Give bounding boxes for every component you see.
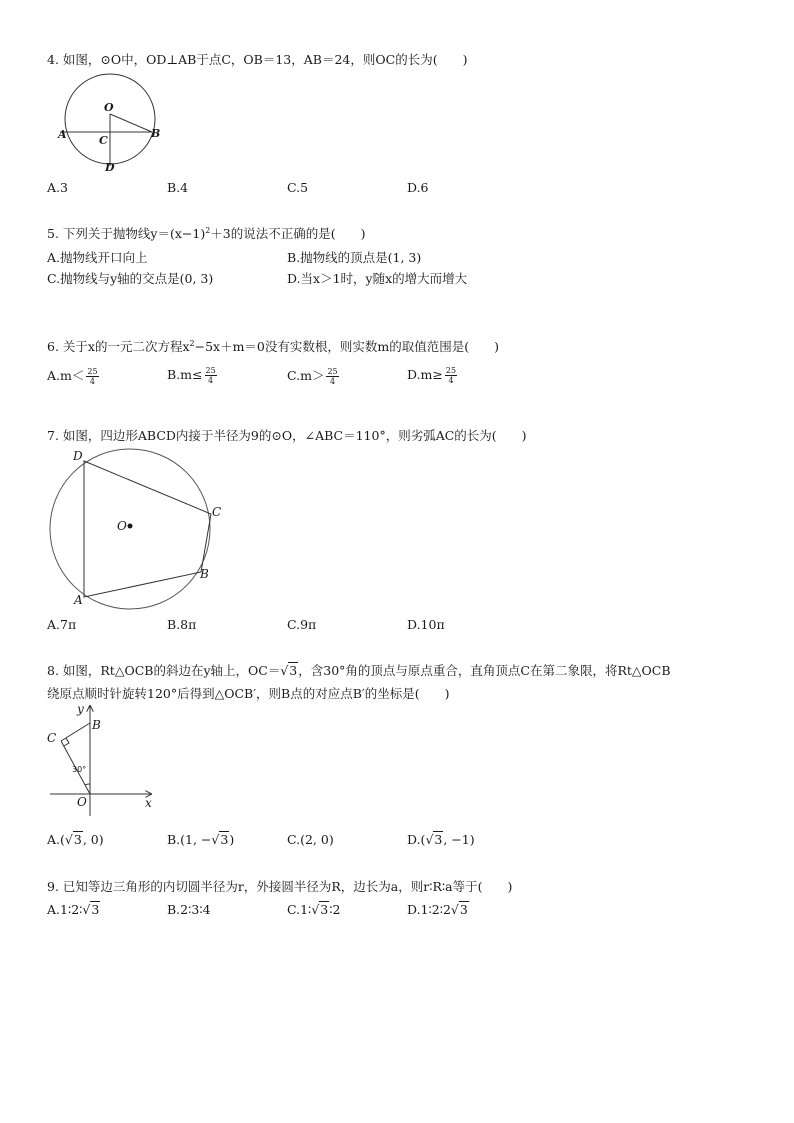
q4-label-d: D [105, 161, 115, 172]
q6-option-a[interactable]: A.m＜ $\frac{25}{4}$ [47, 367, 98, 386]
q8-option-c[interactable]: C.(2, 0) [287, 832, 334, 847]
q5-option-c[interactable]: C.抛物线与y轴的交点是(0, 3) [47, 271, 214, 286]
q7-label-b: B [200, 567, 209, 581]
q5-option-b[interactable]: B.抛物线的顶点是(1, 3) [287, 250, 422, 265]
q6-option-b[interactable]: B.m≤ $\frac{25}{4}$ [167, 366, 216, 385]
q8-option-b[interactable]: B.(1, −√3) [167, 832, 235, 847]
q4-label-b: B [151, 127, 161, 140]
q9-option-d[interactable]: D.1∶2∶2√3 [407, 902, 468, 917]
q7-stem: 7. 如图，四边形ABCD内接于半径为9的⊙O，∠ABC＝110°，则劣弧AC的长为( ) [47, 428, 527, 443]
q8-option-d[interactable]: D.(√3, −1) [407, 832, 475, 847]
q6-stem: 6. 关于x的一元二次方程$x^2-5x+m=0$没有实数根，则实数m的取值范围是( ) [47, 339, 499, 354]
q5-option-a[interactable]: A.抛物线开口向上 [47, 250, 148, 265]
q6-option-c[interactable]: C.m＞ $\frac{25}{4}$ [287, 367, 338, 386]
q8-label-c: C [47, 731, 57, 745]
q8-option-a[interactable]: A.(√3, 0) [47, 832, 104, 847]
q9-option-a[interactable]: A.1∶2∶√3 [47, 902, 100, 917]
q4-circle-figure [52, 70, 172, 172]
q8-stem-line2: 绕原点顺时针旋转120°后得到△OCB′，则B点的对应点B′的坐标是( ) [47, 686, 450, 701]
q4-label-c: C [99, 134, 108, 147]
q7-label-a: A [74, 593, 83, 607]
q6-option-d[interactable]: D.m≥ $\frac{25}{4}$ [407, 366, 457, 385]
q7-label-d: D [73, 449, 83, 463]
q7-option-b[interactable]: B.8π [167, 617, 197, 632]
q9-stem: 9. 已知等边三角形的内切圆半径为r，外接圆半径为R，边长为a，则r∶R∶a等于( ) [47, 879, 513, 894]
q4-option-d[interactable]: D.6 [407, 180, 429, 195]
q8-axes-figure [44, 700, 160, 818]
q7-option-c[interactable]: C.9π [287, 617, 317, 632]
q5-stem: 5. 下列关于抛物线$y=(x-1)^2+3$的说法不正确的是( ) [47, 226, 366, 241]
q8-label-x: x [145, 796, 152, 810]
q4-label-a: A [58, 128, 67, 141]
q8-label-angle: 30° [72, 765, 87, 774]
q7-option-a[interactable]: A.7π [47, 617, 77, 632]
q7-label-o: O [117, 519, 127, 533]
q7-label-c: C [212, 505, 222, 519]
q4-stem: 4. 如图，⊙O中，OD⊥AB于点C，OB＝13，AB＝24，则OC的长为( ) [47, 52, 468, 67]
q4-option-b[interactable]: B.4 [167, 180, 189, 195]
q7-option-d[interactable]: D.10π [407, 617, 445, 632]
q8-stem-line1: 8. 如图，Rt△OCB的斜边在y轴上，OC＝√3，含30°角的顶点与原点重合，直角顶点C在第二象限，将Rt△OCB [47, 663, 671, 678]
q8-label-b: B [92, 718, 101, 732]
q9-option-b[interactable]: B.2∶3∶4 [167, 902, 211, 917]
q4-option-c[interactable]: C.5 [287, 180, 309, 195]
q9-option-c[interactable]: C.1∶√3∶2 [287, 902, 341, 917]
q8-label-y: y [77, 702, 84, 716]
q7-circle-figure [44, 445, 230, 615]
q5-option-d[interactable]: D.当x＞1时，y随x的增大而增大 [287, 271, 468, 286]
q8-label-o: O [77, 795, 87, 809]
q4-option-a[interactable]: A.3 [47, 180, 68, 195]
q4-label-o: O [104, 101, 114, 114]
